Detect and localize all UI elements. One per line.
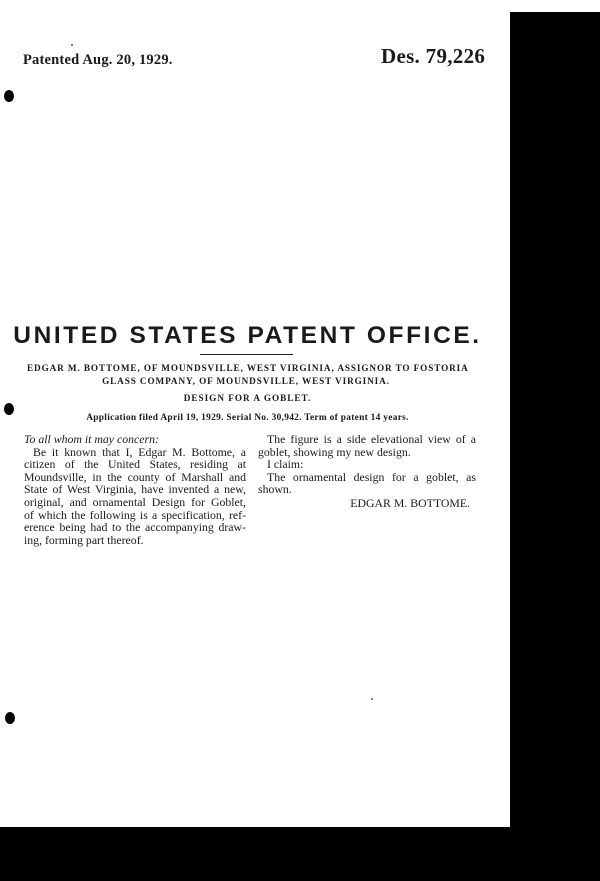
design-title: DESIGN FOR A GOBLET. [183,393,312,403]
spec-line: goblet, showing my new design. [258,444,411,459]
specification-right-column [258,433,476,510]
assignment-block [27,362,469,388]
paper-speck [71,44,73,46]
spec-line: State of West Virginia, have invented a new, [24,482,246,497]
claim-heading: I claim: [267,457,304,472]
salutation: To all whom it may concern: [24,432,159,446]
punch-hole-bottom [5,712,15,724]
spec-line: of which the following is a specification, ref- [24,507,246,522]
spec-line: Moundsville, in the county of Marshall and [24,469,246,484]
spec-line: citizen of the United States, residing at [24,457,246,472]
scan-border-right [510,12,600,881]
specification-left-column [24,433,246,546]
office-title: UNITED STATES PATENT OFFICE. [13,322,482,349]
claim-text: The ornamental design for a goblet, as [267,469,476,484]
design-number: Des. 79,226 [381,44,486,68]
spec-line: original, and ornamental Design for Goblet, [24,494,246,509]
scan-border-bottom [0,827,600,881]
paper-speck [371,698,373,700]
punch-hole-top [4,90,14,102]
spec-line: The figure is a side elevational view of a [267,432,476,446]
assignment-line-1: EDGAR M. BOTTOME, OF MOUNDSVILLE, WEST VIRGINIA, ASSIGNOR TO FOSTORIA [27,363,469,373]
inventor-signature: EDGAR M. BOTTOME. [350,495,470,510]
assignment-line-2: GLASS COMPANY, OF MOUNDSVILLE, WEST VIRGINIA. [102,376,390,386]
spec-line: erence being had to the accompanying draw- [24,520,246,535]
spec-line: ing, forming part thereof. [24,532,144,547]
title-rule [200,354,293,355]
spec-line: Be it known that I, Edgar M. Bottome, a [33,444,246,459]
application-line: Application filed April 19, 1929. Serial No. 30,942. Term of patent 14 years. [86,413,409,423]
patented-date: Patented Aug. 20, 1929. [23,52,173,68]
claim-text: shown. [258,482,292,497]
